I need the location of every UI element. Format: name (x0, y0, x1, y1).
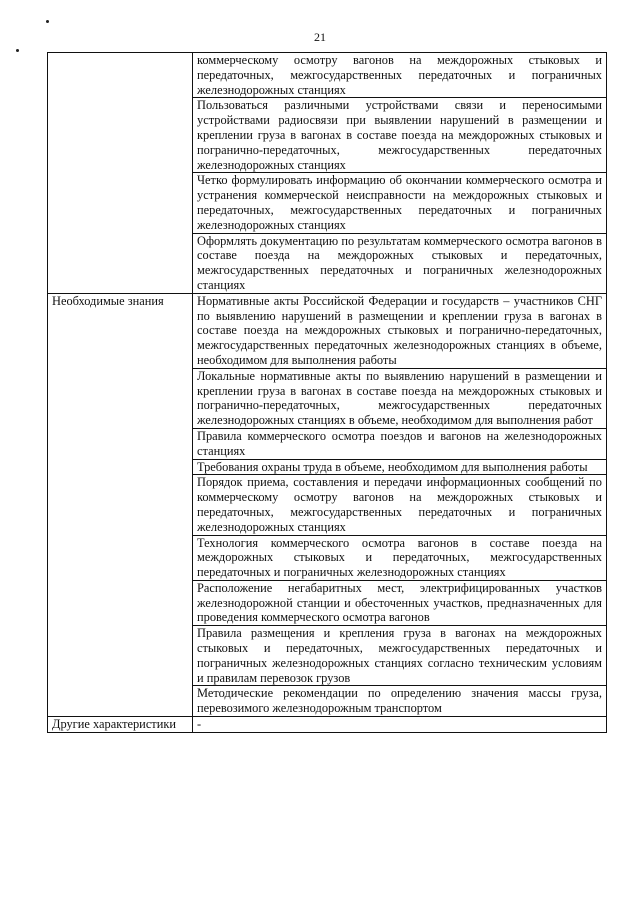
table-row (48, 717, 607, 733)
table-cell: Правила размещения и крепления груза в вагонах на междорожных стыковых и передаточных, межгосударственных передаточных и пограничных железнодорожных станциях согласно техническим условиям и правилам перевозок грузов (193, 626, 607, 686)
table-cell: Методические рекомендации по определению значения массы груза, перевозимого железнодорожным транспортом (193, 686, 607, 717)
table-cell: Технология коммерческого осмотра вагонов в составе поезда на междорожных стыковых и передаточных, межгосударственных передаточных и пограничных железнодорожных станциях (193, 535, 607, 580)
table-cell: Правила коммерческого осмотра поездов и вагонов на железнодорожных станциях (193, 428, 607, 459)
table-cell: коммерческому осмотру вагонов на междорожных стыковых и передаточных, межгосударственных передаточных и пограничных железнодорожных станциях (193, 53, 607, 98)
scan-speck (16, 49, 19, 52)
table-cell: Нормативные акты Российской Федерации и государств – участников СНГ по выявлению нарушений в размещении и креплении груза в вагонах в составе поезда на междорожных стыковых и погранично-передаточных, межгосударственных передаточных железнодорожных станциях в объеме, необходимом для выполнения работы (193, 293, 607, 368)
table-cell: Оформлять документацию по результатам коммерческого осмотра вагонов в составе поезда на междорожных стыковых и передаточных, межгосударственных передаточных и пограничных железнодорожных станциях (193, 233, 607, 293)
table-cell: Порядок приема, составления и передачи информационных сообщений по коммерческому осмотру вагонов на междорожных стыковых и передаточных, межгосударственных передаточных и пограничных железнодорожных станциях (193, 475, 607, 535)
table-cell: - (193, 717, 607, 733)
table-cell: Локальные нормативные акты по выявлению нарушений в размещении и креплении груза в вагонах в составе поезда на междорожных стыковых и погранично-передаточных, межгосударственных передаточных железнодорожных станциях в объеме, необходимом для выполнения работ (193, 368, 607, 428)
qualification-table (47, 52, 607, 733)
table-row (48, 53, 607, 98)
row-label (48, 53, 193, 294)
scan-speck (46, 20, 49, 23)
page-number: 21 (314, 30, 326, 44)
row-label-other-characteristics: Другие характеристики (48, 717, 193, 733)
row-label-required-knowledge: Необходимые знания (48, 293, 193, 716)
table-cell: Четко формулировать информацию об окончании коммерческого осмотра и устранения коммерческой неисправности на междорожных стыковых и передаточных, межгосударственных передаточных и пограничных железнодорожных станциях (193, 173, 607, 233)
table-row (48, 293, 607, 368)
table-cell: Пользоваться различными устройствами связи и переносимыми устройствами радиосвязи при выявлении нарушений в размещении и креплении груза в вагонах в составе поезда на междорожных стыковых и погранично-передаточных, межгосударственных передаточных железнодорожных станциях (193, 98, 607, 173)
table-cell: Расположение негабаритных мест, электрифицированных участков железнодорожной станции и обесточенных участков, предназначенных для проведения коммерческого осмотра вагонов (193, 580, 607, 625)
table-cell: Требования охраны труда в объеме, необходимом для выполнения работы (193, 459, 607, 475)
